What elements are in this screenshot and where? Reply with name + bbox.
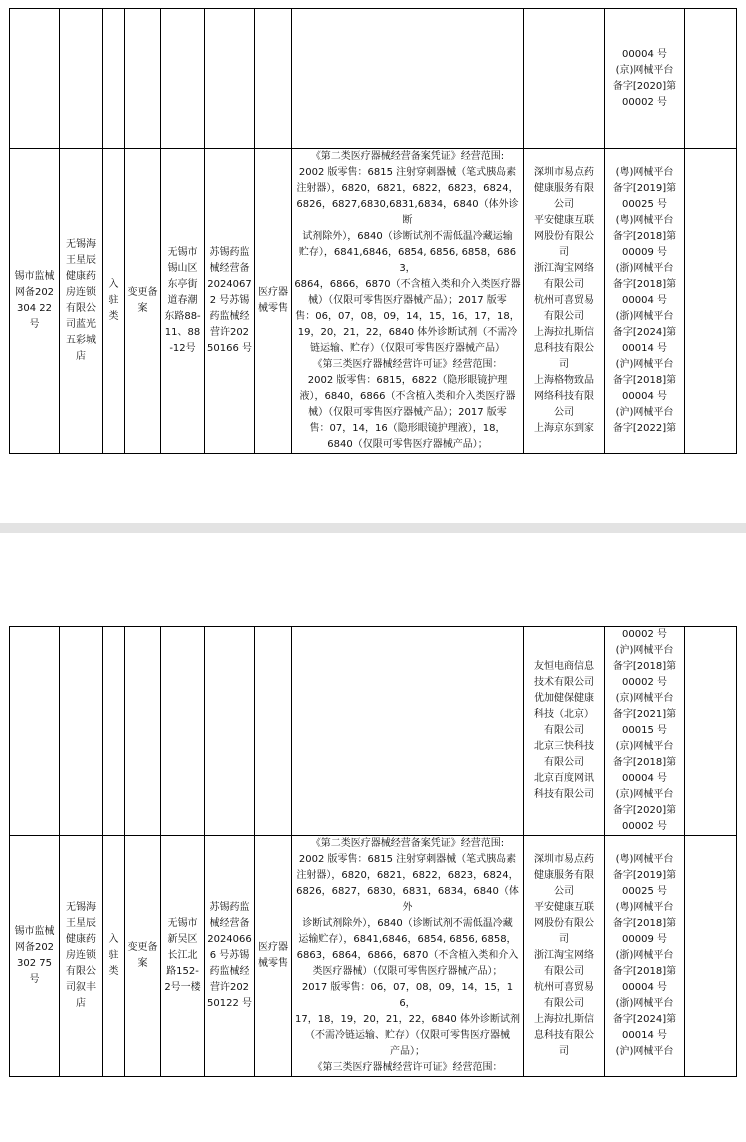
page1-table: [9, 8, 737, 454]
scope-line: 6863，6864，6866，6870（不含植入类和介入: [296, 950, 519, 961]
platform-line: 司: [559, 247, 569, 258]
scope-line: 械）（仅限可零售医疗器械产品）；2017 版零: [308, 407, 507, 418]
record-line: (沪)网械平台: [615, 407, 674, 418]
table-row: [10, 9, 737, 149]
table-row: [10, 149, 737, 454]
platform-line: 健康服务有限: [534, 870, 594, 881]
remark-cell: [685, 149, 737, 454]
change-type-cell: 变更备案: [125, 836, 161, 1077]
record-line: 00009 号: [622, 247, 667, 258]
record-line: 00004 号: [622, 48, 667, 60]
scope-line: 17，18，19，20，21，22，6840 体外诊断试剂: [295, 1014, 520, 1025]
platform-line: 网络科技有限: [534, 391, 594, 402]
platform-line: 北京三快科技: [534, 741, 594, 752]
record-line: 00002 号: [622, 629, 667, 640]
change-type-cell: [125, 9, 161, 149]
platform-line: 友恒电商信息: [534, 661, 594, 672]
company-cell: 无锡海王星辰健康药房连锁有限公司叙丰店: [60, 836, 103, 1077]
platform-line: 优加健保健康: [534, 693, 594, 704]
record-line: 00002 号: [622, 821, 667, 832]
record-line: (粤)网械平台: [615, 167, 674, 178]
platform-line: 上海拉扎斯信: [534, 327, 594, 338]
scope-cell: [292, 627, 524, 836]
record-line: 00004 号: [622, 982, 667, 993]
platform-line: 公司: [554, 407, 574, 418]
record-line: (浙)网械平台: [615, 950, 674, 961]
scope-line: 2017 版零售：06，07，08，09，14，15，16，: [301, 982, 514, 1009]
record-line: 备字[2024]第: [612, 327, 677, 338]
category-cell: 入驻类: [103, 149, 125, 454]
platform-cell: [524, 836, 605, 1077]
license-cell: [205, 627, 255, 836]
address-cell: [161, 627, 205, 836]
scope-line: 《第二类医疗器械经营备案凭证》经营范围:: [310, 838, 505, 849]
record-line: 备字[2018]第: [612, 661, 677, 672]
platform-line: 上海拉扎斯信: [534, 1014, 594, 1025]
platform-line: 深圳市易点药: [534, 167, 594, 178]
platform-line: 有限公司: [544, 966, 584, 977]
scope-cell: [292, 836, 524, 1077]
change-type-cell: [125, 627, 161, 836]
company-cell: [60, 9, 103, 149]
scope-line: 液），6840，6866（不含植入类和介入类医疗器: [299, 391, 516, 402]
record-line: (浙)网械平台: [615, 311, 674, 322]
scope-line: 链运输、贮存）（仅限可零售医疗器械产品）: [310, 343, 505, 354]
platform-line: 息科技有限公: [534, 1030, 594, 1041]
scope-line: 试剂除外），6840（诊断试剂不需低温冷藏运输: [302, 231, 513, 242]
platform-line: 司: [559, 934, 569, 945]
record-line: 00014 号: [622, 343, 667, 354]
record-line: 备字[2018]第: [612, 918, 677, 929]
category-cell: [103, 627, 125, 836]
record-line: 备字[2018]第: [612, 231, 677, 242]
platform-line: 科技（北京）: [534, 709, 594, 720]
record-line: 备字[2019]第: [612, 870, 677, 881]
category-cell: [103, 9, 125, 149]
record-line: 00004 号: [622, 391, 667, 402]
table-row: [10, 627, 737, 836]
record-line: 备字[2018]第: [612, 966, 677, 977]
record-line: 备字[2018]第: [612, 279, 677, 290]
record-line: (沪)网械平台: [615, 645, 674, 656]
business-cell: [255, 9, 292, 149]
platform-line: 司: [559, 359, 569, 370]
reg-no-cell: 锡市监械网备202302 75 号: [10, 836, 60, 1077]
platform-line: 有限公司: [544, 279, 584, 290]
record-line: 备字[2019]第: [612, 183, 677, 194]
record-line: 00004 号: [622, 295, 667, 306]
record-line: 备字[2020]第: [612, 80, 677, 92]
scope-line: 6840（仅限可零售医疗器械产品）；: [327, 439, 488, 450]
record-line: 00015 号: [622, 725, 667, 736]
record-cell: [605, 836, 685, 1077]
scope-line: 注射器），6820，6821，6822，6823，6824，: [296, 870, 519, 881]
scope-line: 械）（仅限可零售医疗器械产品）；2017 版零: [308, 295, 507, 306]
remark-cell: [685, 9, 737, 149]
platform-line: 息科技有限公: [534, 343, 594, 354]
remark-cell: [685, 627, 737, 836]
address-cell: 无锡市新吴区长江北路152-2号一楼: [161, 836, 205, 1077]
address-cell: [161, 9, 205, 149]
scope-cell: [292, 9, 524, 149]
record-line: (粤)网械平台: [615, 854, 674, 865]
record-line: (粤)网械平台: [615, 215, 674, 226]
scope-line: 运输贮存），6841,6846，6854, 6856, 6858，: [298, 934, 517, 945]
reg-no-cell: [10, 9, 60, 149]
platform-line: 公司: [554, 886, 574, 897]
platform-line: 浙江淘宝网络: [534, 950, 594, 961]
record-line: (京)网械平台: [615, 789, 674, 800]
record-line: 备字[2018]第: [612, 757, 677, 768]
scope-line: 产品）；: [390, 1046, 425, 1057]
scope-line: 《第三类医疗器械经营许可证》经营范围：: [312, 359, 503, 370]
page-separator: [0, 523, 746, 533]
record-line: 00002 号: [622, 96, 667, 108]
reg-no-cell: [10, 627, 60, 836]
remark-cell: [685, 836, 737, 1077]
scope-line: 《第二类医疗器械经营备案凭证》经营范围:: [310, 151, 505, 162]
table-row: [10, 836, 737, 1077]
platform-line: 杭州可喜贸易: [534, 295, 594, 306]
platform-line: 杭州可喜贸易: [534, 982, 594, 993]
scope-line: 贮存），6841,6846，6854, 6856, 6858，6863，: [298, 247, 517, 274]
license-cell: [205, 9, 255, 149]
scope-line: 售：06，07，08，09，14，15，16，17，18，: [295, 311, 520, 322]
scope-line: 6826，6827,6830,6831,6834，6840（体外诊断: [296, 199, 519, 226]
platform-line: 技术有限公司: [534, 677, 594, 688]
platform-line: 浙江淘宝网络: [534, 263, 594, 274]
platform-line: 有限公司: [544, 757, 584, 768]
scope-line: 2002 版零售：6815，6822（隐形眼镜护理: [307, 375, 508, 386]
record-line: 备字[2020]第: [612, 805, 677, 816]
platform-line: 有限公司: [544, 311, 584, 322]
scope-cell: [292, 149, 524, 454]
license-cell: 苏锡药监械经营备20240672 号苏锡药监械经营许20250166 号: [205, 149, 255, 454]
record-line: 备字[2022]第: [612, 423, 677, 434]
scope-line: （不需冷链运输、贮存）（仅限可零售医疗器械: [305, 1030, 510, 1041]
scope-line: 类医疗器械）（仅限可零售医疗器械产品）；: [312, 966, 503, 977]
record-line: 备字[2021]第: [612, 709, 677, 720]
platform-line: 司: [559, 1046, 569, 1057]
record-line: (浙)网械平台: [615, 998, 674, 1009]
scope-line: 19，20，21，22，6840 体外诊断试剂（不需冷: [297, 327, 518, 338]
platform-line: 健康服务有限: [534, 183, 594, 194]
record-line: (京)网械平台: [615, 693, 674, 704]
reg-no-cell: 锡市监械网备202304 22 号: [10, 149, 60, 454]
license-cell: 苏锡药监械经营备20240666 号苏锡药监械经营许20250122 号: [205, 836, 255, 1077]
platform-cell: [524, 149, 605, 454]
scope-line: 6826，6827，6830，6831，6834，6840（体外: [296, 886, 519, 913]
record-line: (浙)网械平台: [615, 263, 674, 274]
platform-line: 有限公司: [544, 998, 584, 1009]
record-cell: [605, 149, 685, 454]
platform-line: 上海格物致品: [534, 375, 594, 386]
business-cell: [255, 627, 292, 836]
platform-line: 上海京东到家: [534, 423, 594, 434]
record-line: 00009 号: [622, 934, 667, 945]
record-line: (沪)网械平台: [615, 359, 674, 370]
record-line: (沪)网械平台: [615, 1046, 674, 1057]
scope-line: 诊断试剂除外），6840（诊断试剂不需低温冷藏: [302, 918, 513, 929]
scope-line: 售：07，14，16（隐形眼镜护理液），18，: [309, 423, 506, 434]
platform-line: 网股份有限公: [534, 918, 594, 929]
address-cell: 无锡市锡山区东亭街道春潮东路88-11、88-12号: [161, 149, 205, 454]
record-line: 00004 号: [622, 773, 667, 784]
scope-line: 《第三类医疗器械经营许可证》经营范围：: [312, 1062, 503, 1073]
business-cell: 医疗器械零售: [255, 836, 292, 1077]
platform-line: 科技有限公司: [534, 789, 594, 800]
record-line: 00025 号: [622, 199, 667, 210]
page2-table: [9, 626, 737, 1077]
business-cell: 医疗器械零售: [255, 149, 292, 454]
platform-cell: [524, 9, 605, 149]
record-line: (京)网械平台: [615, 741, 674, 752]
scope-line: 2002 版零售：6815 注射穿刺器械（笔式胰岛素: [298, 167, 517, 178]
scope-line: 6864，6866，6870（不含植入类和介入类医疗器: [294, 279, 521, 290]
record-line: 00014 号: [622, 1030, 667, 1041]
platform-line: 有限公司: [544, 725, 584, 736]
record-line: 00002 号: [622, 677, 667, 688]
record-line: 备字[2018]第: [612, 375, 677, 386]
record-cell: [605, 627, 685, 836]
platform-line: 平安健康互联: [534, 215, 594, 226]
platform-line: 公司: [554, 199, 574, 210]
platform-line: 深圳市易点药: [534, 854, 594, 865]
platform-cell: [524, 627, 605, 836]
scope-line: 注射器），6820，6821，6822，6823，6824，: [296, 183, 519, 194]
record-line: 备字[2024]第: [612, 1014, 677, 1025]
record-line: 00025 号: [622, 886, 667, 897]
scope-line: 2002 版零售：6815 注射穿刺器械（笔式胰岛素: [298, 854, 517, 865]
record-line: (京)网械平台: [615, 64, 674, 76]
record-line: (粤)网械平台: [615, 902, 674, 913]
change-type-cell: 变更备案: [125, 149, 161, 454]
category-cell: 入驻类: [103, 836, 125, 1077]
platform-line: 网股份有限公: [534, 231, 594, 242]
company-cell: [60, 627, 103, 836]
platform-line: 平安健康互联: [534, 902, 594, 913]
record-cell: [605, 9, 685, 149]
platform-line: 北京百度网讯: [534, 773, 594, 784]
company-cell: 无锡海王星辰健康药房连锁有限公司蓝光五彩城店: [60, 149, 103, 454]
